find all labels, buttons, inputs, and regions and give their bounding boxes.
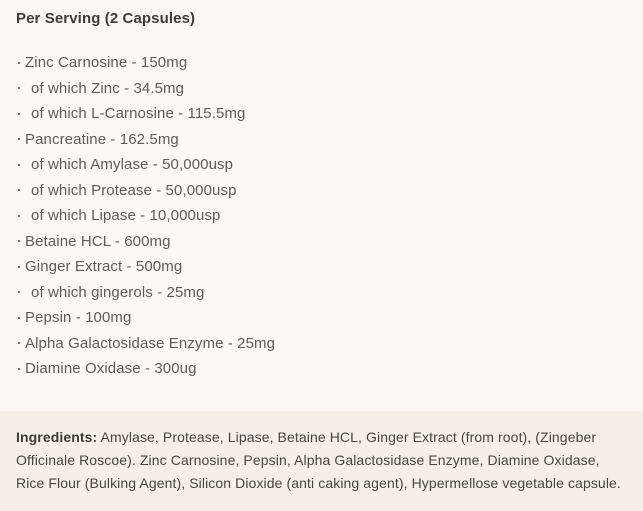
supplement-list-item (16, 76, 627, 102)
supplement-item-label: of which Zinc - 34.5mg (31, 79, 185, 97)
ingredients-text: Amylase, Protease, Lipase, Betaine HCL, Ginger Extract (from root), (Zingeber Officinale Roscoe). Zinc Carnosine, Pepsin, Alpha Galactosidase Enzyme, Diamine Oxidase, Rice Flour (Bulking Agent), Silicon Dioxide (anti caking agent), Hypermellose vegetable capsule. (16, 429, 621, 491)
supplement-item-label: of which Lipase - 10,000usp (31, 207, 221, 225)
supplement-list-item (16, 280, 627, 306)
ingredients-section (0, 411, 643, 511)
bullet-icon: · (16, 179, 23, 200)
supplement-item-label: Betaine HCL - 600mg (25, 232, 171, 250)
supplement-item-label: Pancreatine - 162.5mg (25, 130, 179, 148)
supplement-list-item (16, 254, 627, 280)
supplement-item-label: Pepsin - 100mg (25, 309, 132, 327)
bullet-icon: · (16, 153, 23, 174)
supplement-list-item (16, 305, 627, 331)
ingredients-label: Ingredients: (16, 429, 98, 445)
bullet-icon: · (16, 281, 23, 302)
supplement-list-item (16, 203, 627, 229)
supplement-item-label: Diamine Oxidase - 300ug (25, 360, 197, 378)
supplement-item-label: of which Protease - 50,000usp (31, 181, 237, 199)
bullet-icon: · (16, 128, 23, 149)
supplement-list-item (16, 152, 627, 178)
supplement-list-item (16, 127, 627, 153)
supplement-item-label: of which L-Carnosine - 115.5mg (31, 105, 246, 123)
supplement-item-label: Ginger Extract - 500mg (25, 258, 183, 276)
bullet-icon: · (16, 77, 23, 98)
supplement-list-item (16, 331, 627, 357)
supplement-list-item (16, 229, 627, 255)
bullet-icon: · (16, 204, 23, 225)
supplement-list-item (16, 101, 627, 127)
bullet-icon: · (16, 102, 23, 123)
bullet-icon: · (16, 357, 23, 378)
bullet-icon: · (16, 255, 23, 276)
supplement-list-item (16, 50, 627, 76)
bullet-icon: · (16, 230, 23, 251)
supplement-list-item (16, 178, 627, 204)
bullet-icon: · (16, 51, 23, 72)
supplement-item-label: Alpha Galactosidase Enzyme - 25mg (25, 334, 276, 352)
supplement-item-label: of which gingerols - 25mg (31, 283, 205, 301)
supplement-list-item (16, 356, 627, 382)
bullet-icon: · (16, 332, 23, 353)
supplement-list (16, 50, 627, 382)
per-serving-title: Per Serving (2 Capsules) (16, 10, 196, 27)
supplement-item-label: Zinc Carnosine - 150mg (25, 54, 188, 72)
supplement-item-label: of which Amylase - 50,000usp (31, 156, 234, 174)
ingredients-paragraph (16, 426, 627, 495)
bullet-icon: · (16, 306, 23, 327)
